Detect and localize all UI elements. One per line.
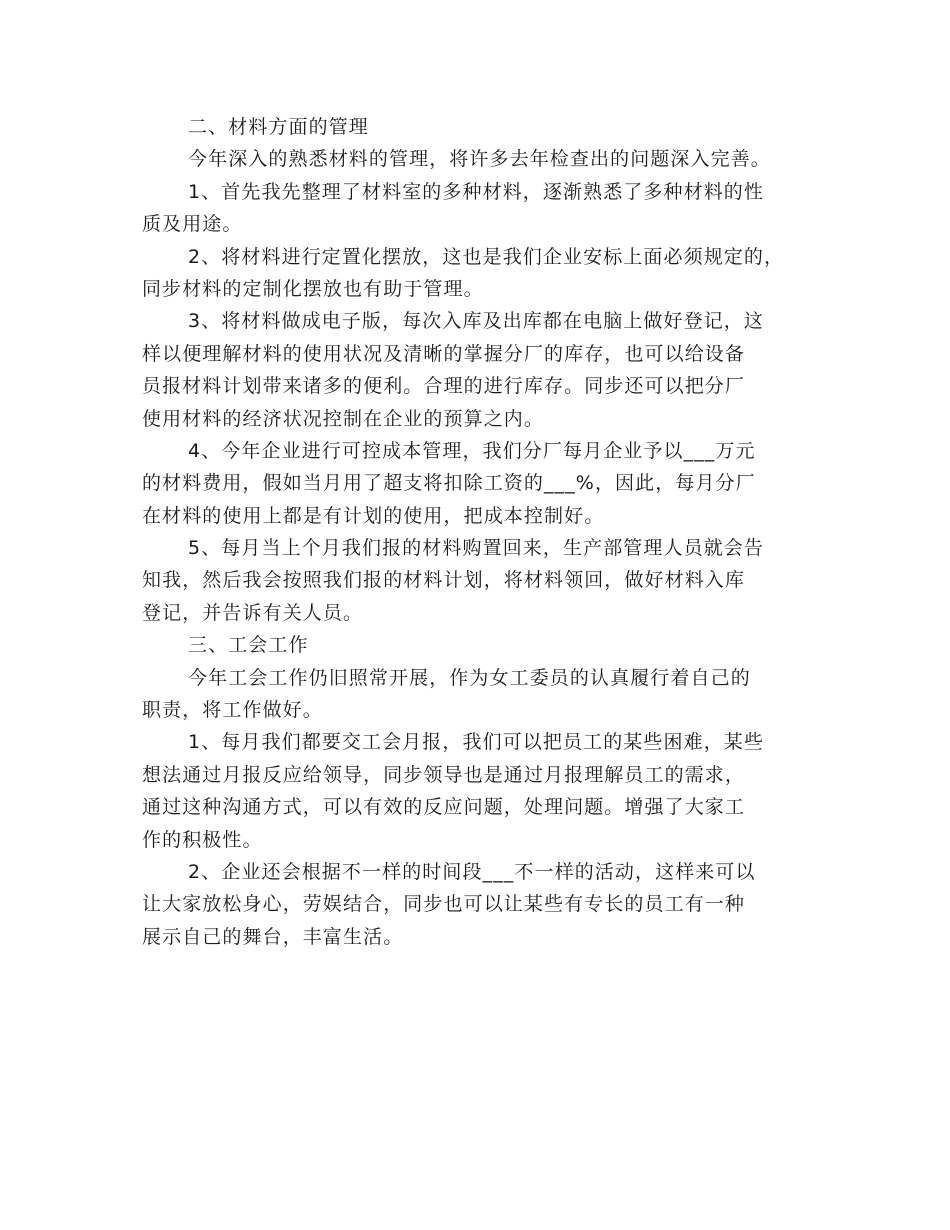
text-line: 3、将材料做成电子版，每次入库及出库都在电脑上做好登记，这	[188, 310, 764, 333]
text-line: 1、每月我们都要交工会月报，我们可以把员工的某些困难，某些	[188, 731, 764, 754]
text-line: 通过这种沟通方式，可以有效的反应问题，处理问题。增强了大家工	[142, 796, 746, 819]
text-line: 的材料费用，假如当月用了超支将扣除工资的___%，因此，每月分厂	[142, 472, 756, 495]
text-line: 2、将材料进行定置化摆放，这也是我们企业安标上面必须规定的，	[188, 245, 785, 268]
text-line: 二、材料方面的管理	[188, 116, 369, 138]
text-line: 使用材料的经济状况控制在企业的预算之内。	[142, 407, 545, 430]
text-line: 同步材料的定制化摆放也有助于管理。	[142, 277, 484, 300]
text-line: 知我，然后我会按照我们报的材料计划，将材料领回，做好材料入库	[142, 569, 746, 592]
text-line: 展示自己的舞台，丰富生活。	[142, 925, 404, 948]
document-body	[142, 111, 822, 953]
text-line: 员报材料计划带来诸多的便利。合理的进行库存。同步还可以把分厂	[142, 375, 746, 398]
text-line: 三、工会工作	[188, 634, 309, 657]
text-line: 登记，并告诉有关人员。	[142, 601, 364, 624]
text-line: 2、企业还会根据不一样的时间段___不一样的活动，这样来可以	[188, 860, 756, 883]
text-line: 作的积极性。	[142, 828, 263, 851]
text-line: 1、首先我先整理了材料室的多种材料，逐渐熟悉了多种材料的性	[188, 180, 764, 203]
text-line: 4、今年企业进行可控成本管理，我们分厂每月企业予以___万元	[188, 439, 756, 462]
text-line: 想法通过月报反应给领导，同步领导也是通过月报理解员工的需求，	[142, 763, 746, 786]
text-line: 今年工会工作仍旧照常开展，作为女工委员的认真履行着自己的	[188, 666, 751, 689]
text-line: 在材料的使用上都是有计划的使用，把成本控制好。	[142, 504, 605, 527]
text-line: 职责，将工作做好。	[142, 699, 323, 722]
text-line: 样以便理解材料的使用状况及清晰的掌握分厂的库存，也可以给设备	[142, 342, 746, 365]
text-line: 质及用途。	[142, 213, 243, 236]
text-line: 今年深入的熟悉材料的管理，将许多去年检查出的问题深入完善。	[188, 148, 771, 171]
text-line: 5、每月当上个月我们报的材料购置回来，生产部管理人员就会告	[188, 537, 764, 560]
text-line: 让大家放松身心，劳娱结合，同步也可以让某些有专长的员工有一种	[142, 893, 746, 916]
